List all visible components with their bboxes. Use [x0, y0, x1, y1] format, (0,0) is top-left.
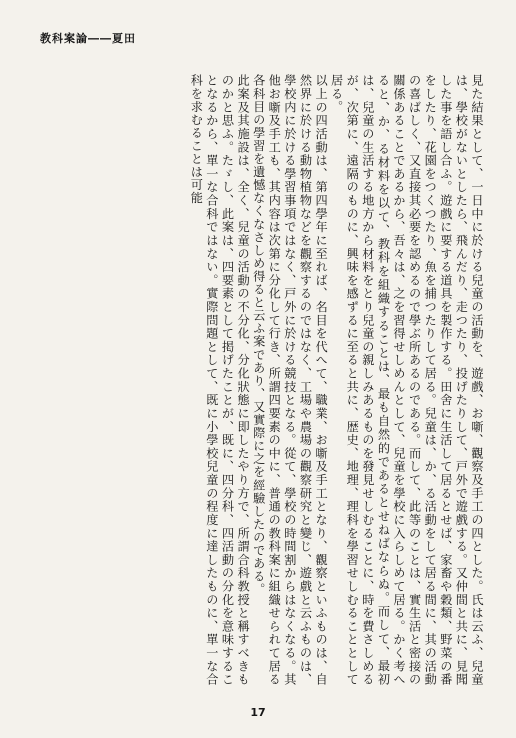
running-header: 教科案論――夏田 — [40, 32, 136, 45]
paragraph-1: 見た結果として、一日中に於ける兒童の活動を、遊戲、お噺、觀察及手工の四とした。氏は云ふ、兒童は、學校がないとしたら、飛んだり、走つたり、投げたりして、戸外で遊戲する。又仲間と共に、見聞した事を語し合ふ。遊戲に要する道具を製作する。田舍に生活して居るとせば、家畜や穀類、野菜の番をしたり、花園をつくつたり、魚を捕つたりして居る。兒童は、か、る活動をして居る間に、其の活動の喜ばしく、又直接其必要を認めるので學ぶ所あるのである。而して、此等のことは、實生活と密接の關係あることであるから、吾々は、之を習得せしめんとして、兒童を學校に入らしめて居る。かく考へると、か、る材料を以て、教科を組織することは、最も自然的であるとせねばならぬ。而して、最初は、兒童の生活する地方から材料をとり兒童の親しみあるものを發見せしむることに、時を費さしめるが、次第に、遠隔のものに、興味を感ずるに至ると共に、歴史、地理、理科を學習せしむることとして居る。 — [329, 74, 484, 686]
paragraph-2: 以上の四活動は、第四學年に至れば、名目を代へて、職業、お噺及手工となり、觀察といふものは、自然界に於ける動物植物などを觀察するのではなく、工場や農場の觀察研究と變じ、遊戲と云ふものは、學校内に於ける學習事項ではなく、戸外に於ける競技となる。從て、學校の時間割からはなくなる。其他お噺及手工も、其内容は次第に分化して行き、所謂四要素の中に、普通の教科案に組織せられて居る各科目の學習を遺憾なくなさしめ得ると云ふ案であり、又實際に之を經驗したのである。 — [251, 74, 329, 686]
paragraph-3: 此案及其施設は、全く、兒童の活動の不分化、分化狀態に即したやり方で、所謂合科教授と稱すべきものかと思ふ。たゞし、此案は、四要素として掲げたことが、既に、四分科、四活動の分化を意味することなるから、單一な合科ではない。實際問題として、既に小學校兒童の程度に達したものに、單一な合科を求むることは可能 — [189, 74, 251, 686]
vertical-body-text — [34, 74, 484, 686]
page-number: 17 — [250, 706, 266, 719]
